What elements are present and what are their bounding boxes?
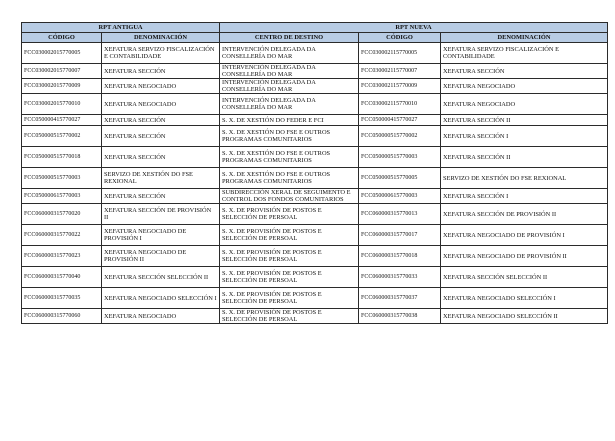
destination-cell: INTERVENCIÓN DELEGADA DA CONSELLERÍA DO MAR: [220, 79, 359, 94]
new-name-cell: XEFATURA NEGOCIADO SELECCIÓN I: [441, 288, 608, 309]
new-name-cell: XEFATURA SECCIÓN I: [441, 126, 608, 147]
new-code-cell: FCC060000315770013: [359, 204, 441, 225]
destination-cell: S. X. DE PROVISIÓN DE POSTOS E SELECCIÓN DE PERSOAL: [220, 267, 359, 288]
old-name-cell: XEFATURA SECCIÓN: [102, 115, 220, 126]
old-code-cell: FCC060000315770023: [22, 246, 102, 267]
new-code-cell: FCC060000315770038: [359, 309, 441, 324]
old-name-cell: SERVIZO DE XESTIÓN DO FSE REXIONAL: [102, 168, 220, 189]
destination-cell: S. X. DE PROVISIÓN DE POSTOS E SELECCIÓN DE PERSOAL: [220, 309, 359, 324]
old-name-cell: XEFATURA SERVIZO FISCALIZACIÓN E CONTABILIDADE: [102, 43, 220, 64]
old-code-cell: FCC050000615770003: [22, 189, 102, 204]
old-code-cell: FCC060000315770060: [22, 309, 102, 324]
new-code-cell: FCC030002115770009: [359, 79, 441, 94]
old-name-cell: XEFATURA NEGOCIADO: [102, 94, 220, 115]
table-row: [22, 246, 608, 267]
destination-cell: S. X. DE XESTIÓN DO FSE E OUTROS PROGRAMAS COMUNITARIOS: [220, 147, 359, 168]
new-code-cell: FCC060000315770037: [359, 288, 441, 309]
header-old-code: CÓDIGO: [22, 33, 102, 43]
new-name-cell: XEFATURA NEGOCIADO: [441, 94, 608, 115]
old-code-cell: FCC030002015770007: [22, 64, 102, 79]
old-name-cell: XEFATURA SECCIÓN DE PROVISIÓN II: [102, 204, 220, 225]
table-row: [22, 64, 608, 79]
old-code-cell: FCC050000515770018: [22, 147, 102, 168]
new-code-cell: FCC050000415770027: [359, 115, 441, 126]
destination-cell: S. X. DE XESTIÓN DO FSE E OUTROS PROGRAMAS COMUNITARIOS: [220, 168, 359, 189]
old-code-cell: FCC050000515770002: [22, 126, 102, 147]
old-code-cell: FCC060000315770020: [22, 204, 102, 225]
old-name-cell: XEFATURA NEGOCIADO: [102, 309, 220, 324]
table-row: [22, 126, 608, 147]
new-code-cell: FCC050000515770003: [359, 147, 441, 168]
new-code-cell: FCC050000615770003: [359, 189, 441, 204]
destination-cell: SUBDIRECCIÓN XERAL DE SEGUIMENTO E CONTROL DOS FONDOS COMUNITARIOS: [220, 189, 359, 204]
new-code-cell: FCC060000315770018: [359, 246, 441, 267]
new-name-cell: SERVIZO DE XESTIÓN DO FSE REXIONAL: [441, 168, 608, 189]
table-row: [22, 147, 608, 168]
new-code-cell: FCC050000515770005: [359, 168, 441, 189]
table-row: [22, 225, 608, 246]
new-code-cell: FCC060000315770017: [359, 225, 441, 246]
old-code-cell: FCC050000415770027: [22, 115, 102, 126]
table-row: [22, 43, 608, 64]
destination-cell: S. X. DE XESTIÓN DO FSE E OUTROS PROGRAMAS COMUNITARIOS: [220, 126, 359, 147]
old-name-cell: XEFATURA SECCIÓN: [102, 147, 220, 168]
destination-cell: S. X. DE PROVISIÓN DE POSTOS E SELECCIÓN DE PERSOAL: [220, 225, 359, 246]
header-group-row: [22, 23, 608, 33]
destination-cell: S. X. DE XESTIÓN DO FEDER E FCI: [220, 115, 359, 126]
old-code-cell: FCC030002015770010: [22, 94, 102, 115]
table-row: [22, 288, 608, 309]
header-old-name: DENOMINACIÓN: [102, 33, 220, 43]
table-row: [22, 204, 608, 225]
table-row: [22, 115, 608, 126]
destination-cell: INTERVENCIÓN DELEGADA DA CONSELLERÍA DO MAR: [220, 94, 359, 115]
old-code-cell: FCC060000315770035: [22, 288, 102, 309]
new-name-cell: XEFATURA SECCIÓN SELECCIÓN II: [441, 267, 608, 288]
destination-cell: S. X. DE PROVISIÓN DE POSTOS E SELECCIÓN DE PERSOAL: [220, 246, 359, 267]
new-name-cell: XEFATURA SECCIÓN: [441, 64, 608, 79]
new-name-cell: XEFATURA SECCIÓN II: [441, 115, 608, 126]
old-name-cell: XEFATURA SECCIÓN: [102, 189, 220, 204]
header-destination: CENTRO DE DESTINO: [220, 33, 359, 43]
table-row: [22, 267, 608, 288]
new-code-cell: FCC060000315770033: [359, 267, 441, 288]
header-new-name: DENOMINACIÓN: [441, 33, 608, 43]
old-name-cell: XEFATURA NEGOCIADO DE PROVISIÓN I: [102, 225, 220, 246]
destination-cell: INTERVENCIÓN DELEGADA DA CONSELLERÍA DO MAR: [220, 43, 359, 64]
old-code-cell: FCC050000515770003: [22, 168, 102, 189]
header-new-code: CÓDIGO: [359, 33, 441, 43]
destination-cell: S. X. DE PROVISIÓN DE POSTOS E SELECCIÓN DE PERSOAL: [220, 204, 359, 225]
table-row: [22, 168, 608, 189]
header-rpt-antigua: RPT ANTIGUA: [22, 23, 220, 33]
new-name-cell: XEFATURA SECCIÓN DE PROVISIÓN II: [441, 204, 608, 225]
new-name-cell: XEFATURA SECCIÓN I: [441, 189, 608, 204]
new-code-cell: FCC030002115770007: [359, 64, 441, 79]
table-row: [22, 309, 608, 324]
destination-cell: INTERVENCIÓN DELEGADA DA CONSELLERÍA DO MAR: [220, 64, 359, 79]
new-code-cell: FCC030002115770010: [359, 94, 441, 115]
new-name-cell: XEFATURA SECCIÓN II: [441, 147, 608, 168]
new-name-cell: XEFATURA NEGOCIADO DE PROVISIÓN II: [441, 246, 608, 267]
header-column-row: [22, 33, 608, 43]
old-name-cell: XEFATURA NEGOCIADO: [102, 79, 220, 94]
old-code-cell: FCC060000315770022: [22, 225, 102, 246]
rpt-comparison-table: [21, 22, 608, 324]
table-header: [22, 23, 608, 43]
new-code-cell: FCC030002115770005: [359, 43, 441, 64]
table-row: [22, 79, 608, 94]
old-name-cell: XEFATURA NEGOCIADO SELECCIÓN I: [102, 288, 220, 309]
old-code-cell: FCC030002015770005: [22, 43, 102, 64]
new-code-cell: FCC050000515770002: [359, 126, 441, 147]
old-name-cell: XEFATURA NEGOCIADO DE PROVISIÓN II: [102, 246, 220, 267]
destination-cell: S. X. DE PROVISIÓN DE POSTOS E SELECCIÓN DE PERSOAL: [220, 288, 359, 309]
old-code-cell: FCC060000315770040: [22, 267, 102, 288]
old-name-cell: XEFATURA SECCIÓN: [102, 64, 220, 79]
old-name-cell: XEFATURA SECCIÓN: [102, 126, 220, 147]
new-name-cell: XEFATURA NEGOCIADO SELECCIÓN II: [441, 309, 608, 324]
table-row: [22, 189, 608, 204]
new-name-cell: XEFATURA SERVIZO FISCALIZACIÓN E CONTABILIDADE: [441, 43, 608, 64]
table-row: [22, 94, 608, 115]
old-name-cell: XEFATURA SECCIÓN SELECCIÓN II: [102, 267, 220, 288]
new-name-cell: XEFATURA NEGOCIADO: [441, 79, 608, 94]
old-code-cell: FCC030002015770009: [22, 79, 102, 94]
header-rpt-nueva: RPT NUEVA: [220, 23, 608, 33]
table-body: [22, 43, 608, 324]
new-name-cell: XEFATURA NEGOCIADO DE PROVISIÓN I: [441, 225, 608, 246]
